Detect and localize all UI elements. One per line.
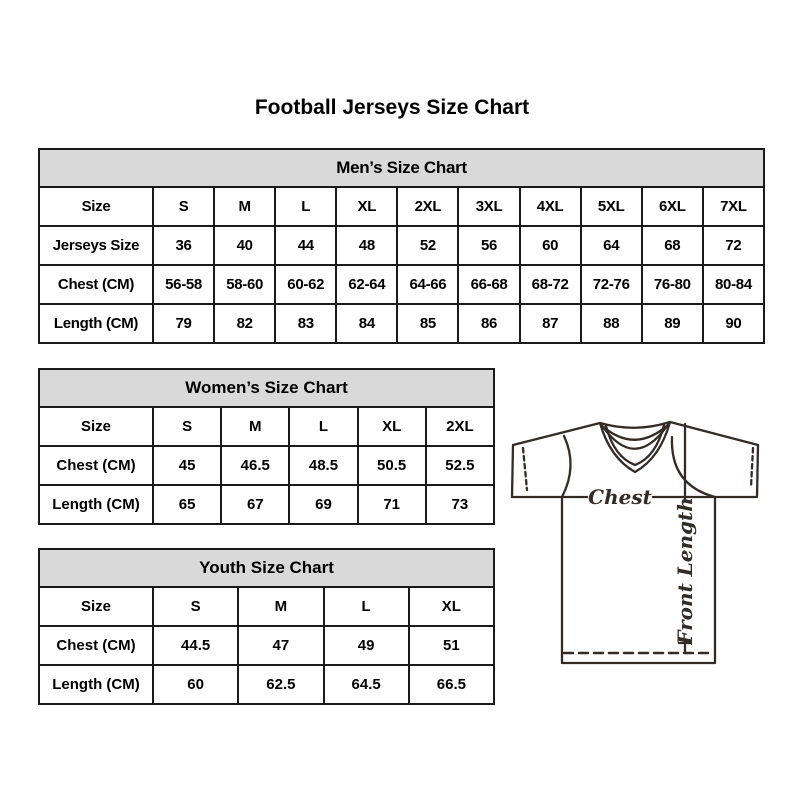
value-cell: 79 bbox=[153, 304, 214, 343]
womens-size-table bbox=[38, 368, 495, 525]
value-cell: 76-80 bbox=[642, 265, 703, 304]
row-header-cell: Chest (CM) bbox=[39, 446, 153, 485]
value-cell: S bbox=[153, 187, 214, 226]
value-cell: 47 bbox=[238, 626, 323, 665]
value-cell: 68-72 bbox=[520, 265, 581, 304]
value-cell: S bbox=[153, 587, 238, 626]
row-header-cell: Size bbox=[39, 407, 153, 446]
value-cell: 68 bbox=[642, 226, 703, 265]
value-cell: L bbox=[275, 187, 336, 226]
value-cell: 72 bbox=[703, 226, 764, 265]
row-header-cell: Jerseys Size bbox=[39, 226, 153, 265]
value-cell: 50.5 bbox=[358, 446, 426, 485]
value-cell: 4XL bbox=[520, 187, 581, 226]
table-title-row bbox=[39, 369, 494, 407]
value-cell: 86 bbox=[458, 304, 519, 343]
womens-table-body bbox=[39, 407, 494, 524]
value-cell: 60-62 bbox=[275, 265, 336, 304]
row-header-cell: Length (CM) bbox=[39, 485, 153, 524]
value-cell: 2XL bbox=[397, 187, 458, 226]
row-header-cell: Size bbox=[39, 587, 153, 626]
value-cell: 66.5 bbox=[409, 665, 494, 704]
value-cell: 40 bbox=[214, 226, 275, 265]
value-cell: 48.5 bbox=[289, 446, 357, 485]
value-cell: 45 bbox=[153, 446, 221, 485]
value-cell: 83 bbox=[275, 304, 336, 343]
value-cell: 69 bbox=[289, 485, 357, 524]
row-header-cell: Chest (CM) bbox=[39, 265, 153, 304]
table-row bbox=[39, 407, 494, 446]
value-cell: 52.5 bbox=[426, 446, 494, 485]
value-cell: M bbox=[214, 187, 275, 226]
value-cell: 51 bbox=[409, 626, 494, 665]
table-row bbox=[39, 446, 494, 485]
left-armhole-seam bbox=[562, 436, 571, 497]
value-cell: 72-76 bbox=[581, 265, 642, 304]
value-cell: 73 bbox=[426, 485, 494, 524]
value-cell: 48 bbox=[336, 226, 397, 265]
value-cell: 56 bbox=[458, 226, 519, 265]
row-header-cell: Length (CM) bbox=[39, 665, 153, 704]
jersey-measurement-diagram bbox=[500, 413, 770, 673]
value-cell: 56-58 bbox=[153, 265, 214, 304]
value-cell: 66-68 bbox=[458, 265, 519, 304]
jersey-outline bbox=[512, 422, 758, 663]
value-cell: 60 bbox=[520, 226, 581, 265]
youth-table-title: Youth Size Chart bbox=[39, 549, 494, 587]
value-cell: 62-64 bbox=[336, 265, 397, 304]
value-cell: 3XL bbox=[458, 187, 519, 226]
table-row bbox=[39, 226, 764, 265]
value-cell: 58-60 bbox=[214, 265, 275, 304]
value-cell: 46.5 bbox=[221, 446, 289, 485]
value-cell: 88 bbox=[581, 304, 642, 343]
value-cell: L bbox=[324, 587, 409, 626]
value-cell: S bbox=[153, 407, 221, 446]
value-cell: 60 bbox=[153, 665, 238, 704]
mens-table-body bbox=[39, 187, 764, 343]
value-cell: 64-66 bbox=[397, 265, 458, 304]
right-armhole-seam bbox=[672, 437, 715, 497]
womens-table-title: Women’s Size Chart bbox=[39, 369, 494, 407]
right-cuff-stitch bbox=[751, 448, 753, 487]
value-cell: M bbox=[221, 407, 289, 446]
vneck-collar bbox=[600, 422, 670, 472]
chest-label: Chest bbox=[588, 485, 652, 509]
table-row bbox=[39, 187, 764, 226]
mens-size-table bbox=[38, 148, 765, 344]
table-row bbox=[39, 265, 764, 304]
value-cell: 67 bbox=[221, 485, 289, 524]
table-row bbox=[39, 665, 494, 704]
value-cell: 52 bbox=[397, 226, 458, 265]
value-cell: 80-84 bbox=[703, 265, 764, 304]
front-length-label: Front Length bbox=[673, 497, 697, 645]
table-row bbox=[39, 587, 494, 626]
value-cell: 84 bbox=[336, 304, 397, 343]
youth-table-body bbox=[39, 587, 494, 704]
value-cell: XL bbox=[336, 187, 397, 226]
table-title-row bbox=[39, 549, 494, 587]
row-header-cell: Chest (CM) bbox=[39, 626, 153, 665]
value-cell: 85 bbox=[397, 304, 458, 343]
value-cell: 44.5 bbox=[153, 626, 238, 665]
value-cell: 87 bbox=[520, 304, 581, 343]
value-cell: L bbox=[289, 407, 357, 446]
youth-size-table bbox=[38, 548, 495, 705]
left-cuff-stitch bbox=[523, 448, 527, 490]
value-cell: 2XL bbox=[426, 407, 494, 446]
value-cell: 6XL bbox=[642, 187, 703, 226]
value-cell: 5XL bbox=[581, 187, 642, 226]
value-cell: 44 bbox=[275, 226, 336, 265]
value-cell: 82 bbox=[214, 304, 275, 343]
mens-table-title: Men’s Size Chart bbox=[39, 149, 764, 187]
value-cell: 64.5 bbox=[324, 665, 409, 704]
value-cell: 89 bbox=[642, 304, 703, 343]
table-row bbox=[39, 626, 494, 665]
value-cell: 65 bbox=[153, 485, 221, 524]
value-cell: 90 bbox=[703, 304, 764, 343]
value-cell: 36 bbox=[153, 226, 214, 265]
value-cell: 7XL bbox=[703, 187, 764, 226]
table-title-row bbox=[39, 149, 764, 187]
value-cell: 64 bbox=[581, 226, 642, 265]
value-cell: 49 bbox=[324, 626, 409, 665]
value-cell: XL bbox=[409, 587, 494, 626]
page-title: Football Jerseys Size Chart bbox=[254, 96, 530, 119]
value-cell: M bbox=[238, 587, 323, 626]
value-cell: 71 bbox=[358, 485, 426, 524]
table-row bbox=[39, 485, 494, 524]
row-header-cell: Length (CM) bbox=[39, 304, 153, 343]
table-row bbox=[39, 304, 764, 343]
value-cell: 62.5 bbox=[238, 665, 323, 704]
row-header-cell: Size bbox=[39, 187, 153, 226]
value-cell: XL bbox=[358, 407, 426, 446]
